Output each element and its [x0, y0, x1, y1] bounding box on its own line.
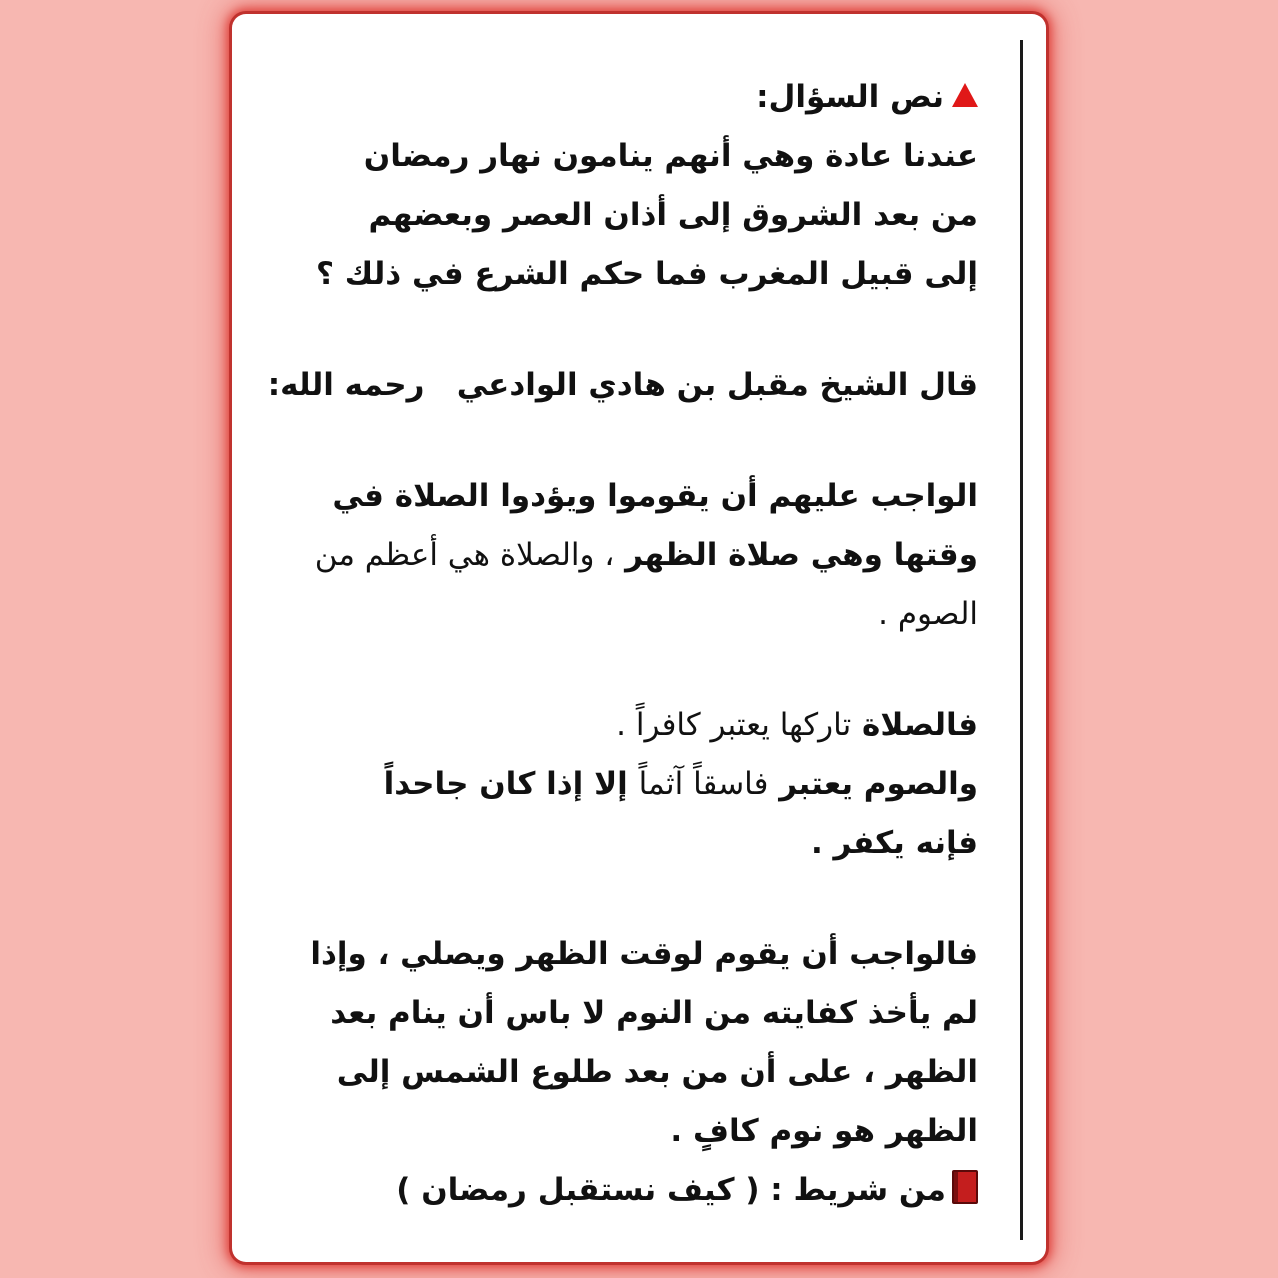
- answer-p1-line-3: الصوم .: [878, 596, 978, 632]
- spacer: [292, 304, 978, 356]
- source-label: من شريط : ( كيف نستقبل رمضان ): [396, 1172, 946, 1208]
- question-line-3: إلى قبيل المغرب فما حكم الشرع في ذلك ؟: [316, 256, 978, 292]
- answer-p1-line-2: [292, 526, 978, 585]
- answer-p3-line-3: الظهر ، على أن من بعد طلوع الشمس إلى: [336, 1054, 978, 1090]
- answer-p1-line-1: الواجب عليهم أن يقوموا ويؤدوا الصلاة في: [332, 478, 978, 514]
- question-heading: [292, 68, 978, 127]
- answer-p2-line-2-bold-b: إلا إذا كان جاحداً: [383, 766, 628, 802]
- answer-p1-line-2-bold: وقتها وهي صلاة الظهر: [625, 537, 978, 573]
- answer-p2-line-2-light: فاسقاً آثماً: [638, 766, 769, 802]
- answer-p2-line-2: [292, 755, 978, 814]
- spacer: [292, 644, 978, 696]
- question-line-1: عندنا عادة وهي أنهم ينامون نهار رمضان: [363, 138, 978, 174]
- content-card: [232, 14, 1046, 1262]
- source-line: [292, 1161, 978, 1220]
- attribution: قال الشيخ مقبل بن هادي الوادعي رحمه الله:: [267, 367, 978, 403]
- red-triangle-icon: [952, 83, 978, 107]
- vertical-divider: [1020, 40, 1023, 1240]
- answer-p3-line-2: لم يأخذ كفايته من النوم لا باس أن ينام بعد: [330, 995, 978, 1031]
- answer-p1-line-2-light: ، والصلاة هي أعظم من: [314, 537, 615, 573]
- answer-p3-line-1: فالواجب أن يقوم لوقت الظهر ويصلي ، وإذا: [310, 936, 978, 972]
- question-line-2: من بعد الشروق إلى أذان العصر وبعضهم: [368, 197, 978, 233]
- answer-p2-line-3: فإنه يكفر .: [810, 825, 978, 861]
- answer-p2-line-2-bold-a: والصوم يعتبر: [779, 766, 978, 802]
- answer-p2-line-1: [292, 696, 978, 755]
- question-heading-label: نص السؤال:: [756, 79, 944, 115]
- spacer: [292, 873, 978, 925]
- red-book-icon: [952, 1170, 978, 1204]
- spacer: [292, 415, 978, 467]
- answer-p2-line-1-bold: فالصلاة: [862, 707, 978, 743]
- answer-p2-line-1-light: تاركها يعتبر كافراً .: [616, 707, 852, 743]
- answer-p3-line-4: الظهر هو نوم كافٍ .: [670, 1113, 978, 1149]
- fatwa-text: [267, 68, 978, 1220]
